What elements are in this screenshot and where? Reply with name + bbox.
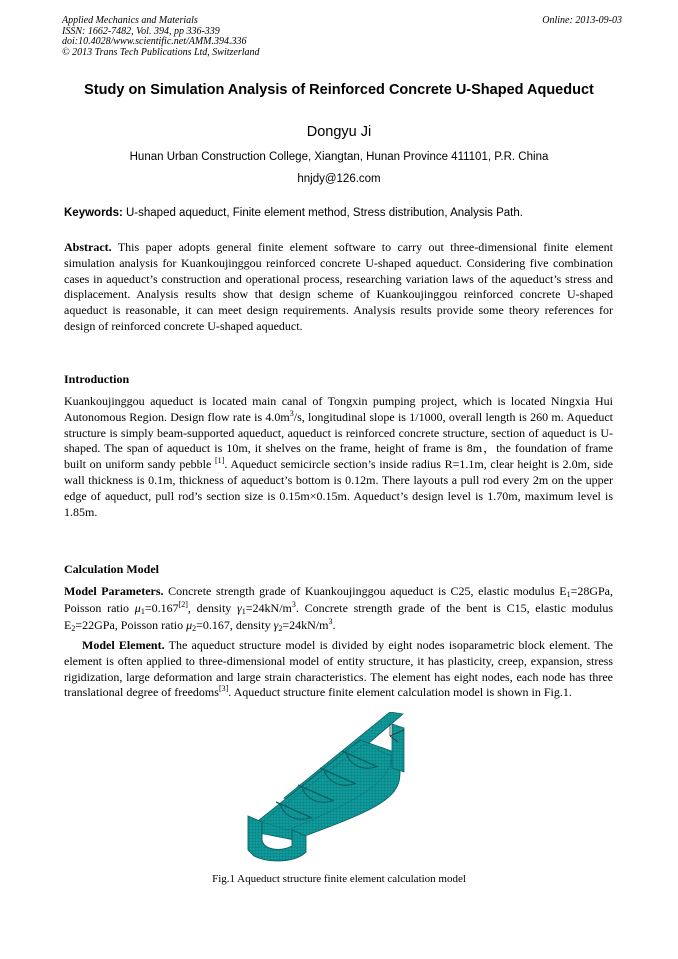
section-heading-calculation-model: Calculation Model xyxy=(64,562,159,576)
journal-issn: ISSN: 1662-7482, Vol. 394, pp 336-339 xyxy=(62,25,220,37)
abstract xyxy=(64,240,613,335)
subscript: 2 xyxy=(71,624,76,633)
intro-text-2: /s, longitudinal slope is 1/1000, overall length is 260 m. Aqueduct structure is simply beam-supported aqueduct, aqueduct is reinforced concrete structure, section of aqueduct is U-shaped. The span of aqueduct is 10m, it shelves on the frame, height of frame is 8m，the foundation of frame built on uniform sandy pebble xyxy=(64,409,613,472)
mu-symbol: μ xyxy=(134,601,141,615)
params-label: Model Parameters. xyxy=(64,584,164,598)
superscript: 3 xyxy=(291,600,296,609)
author-email[interactable]: hnjdy@126.com xyxy=(297,173,381,185)
intro-sup-cubic: 3 xyxy=(289,408,294,418)
abstract-label: Abstract. xyxy=(64,240,112,254)
element-text: The aqueduct structure model is divided by eight nodes isoparametric block element. The element is often applied to three-dimensional model of entity structure, it has plasticity, creep, expansion, stress rigidization, large deformation and large strain characteristics. The element has eight nodes, each node has three translational degree of freedoms xyxy=(64,638,613,700)
aqueduct-fem-model-figure xyxy=(240,712,440,864)
keywords-label: Keywords: xyxy=(64,207,123,219)
author-affiliation: Hunan Urban Construction College, Xiangtan, Hunan Province 411101, P.R. China xyxy=(129,151,549,163)
params-text: =22GPa, Poisson ratio xyxy=(75,618,187,632)
citation-3[interactable]: [3] xyxy=(218,684,229,694)
subscript: 1 xyxy=(241,607,246,616)
journal-doi[interactable]: doi:10.4028/www.scientific.net/AMM.394.336 xyxy=(62,36,247,47)
intro-text-1: Kuankoujinggou aqueduct is located main canal of Tongxin pumping project, which is located Ningxia Hui Autonomous Region. Design flow rate is 4.0m xyxy=(64,394,613,424)
mu-symbol: μ xyxy=(186,618,193,632)
params-text: =28GPa, Poisson ratio xyxy=(64,584,613,615)
paper-title: Study on Simulation Analysis of Reinforced Concrete U-Shaped Aqueduct xyxy=(84,82,594,98)
introduction-paragraph xyxy=(64,394,613,520)
journal-copyright: © 2013 Trans Tech Publications Ltd, Switzerland xyxy=(62,46,260,58)
section-heading-introduction: Introduction xyxy=(64,372,130,386)
params-text: . xyxy=(332,618,336,632)
intro-text-3: . Aqueduct semicircle section’s inside radius R=1.1m, clear height is 2.0m, side wall thickness is 0.1m, thickness of aqueduct’s bottom is 0.12m. There layouts a pull rod every 2m on the upper edge of aqueduct, pull rod’s section size is 0.15m×0.15m. Aqueduct’s design level is 1.70m, maximum level is 1.85m. xyxy=(64,457,613,519)
params-text: =24kN/m xyxy=(282,618,329,632)
params-text: =24kN/m xyxy=(245,601,292,615)
subscript: 2 xyxy=(278,624,283,633)
citation-2[interactable]: [2] xyxy=(178,600,188,609)
params-text: . Concrete strength grade of the bent is C15, elastic modulus E xyxy=(64,601,613,632)
journal-header xyxy=(62,16,622,58)
subscript: 1 xyxy=(140,607,145,616)
abstract-text: This paper adopts general finite element software to carry out three-dimensional finite element simulation analysis for Kuankoujinggou reinforced concrete U-shaped aqueduct. Considering five combination cases in aqueduct’s construction and operational process, researching variation laws of the aqueduct’s stress and displacement. Analysis results show that design scheme of Kuankoujinggou reinforced concrete U-shaped aqueduct is reasonable, it can meet design requirements. Analysis results provide some theory references for design of reinforced concrete U-shaped aqueduct. xyxy=(64,240,613,333)
params-text: =0.167 xyxy=(144,601,179,615)
keywords-text: U-shaped aqueduct, Finite element method, Stress distribution, Analysis Path. xyxy=(122,207,523,219)
subscript: 1 xyxy=(566,590,571,599)
params-text: , density xyxy=(187,601,238,615)
model-parameters-paragraph xyxy=(64,583,613,634)
keywords xyxy=(64,206,614,220)
element-label: Model Element. xyxy=(82,638,165,652)
element-text: . Aqueduct structure finite element calculation model is shown in Fig.1. xyxy=(228,685,572,700)
journal-name: Applied Mechanics and Materials xyxy=(62,15,198,26)
author-name: Dongyu Ji xyxy=(306,124,372,140)
citation-1[interactable]: [1] xyxy=(214,456,225,466)
gamma-symbol: γ xyxy=(273,618,279,632)
subscript: 2 xyxy=(192,624,197,633)
superscript: 3 xyxy=(328,617,333,626)
figure-caption: Fig.1 Aqueduct structure finite element calculation model xyxy=(212,873,466,885)
gamma-symbol: γ xyxy=(237,601,242,615)
params-text: =0.167, density xyxy=(196,618,274,632)
model-element-paragraph xyxy=(64,638,613,701)
params-text: Concrete strength grade of Kuankoujinggou aqueduct is C25, elastic modulus E xyxy=(163,584,567,598)
online-date: Online: 2013-09-03 xyxy=(542,15,622,26)
